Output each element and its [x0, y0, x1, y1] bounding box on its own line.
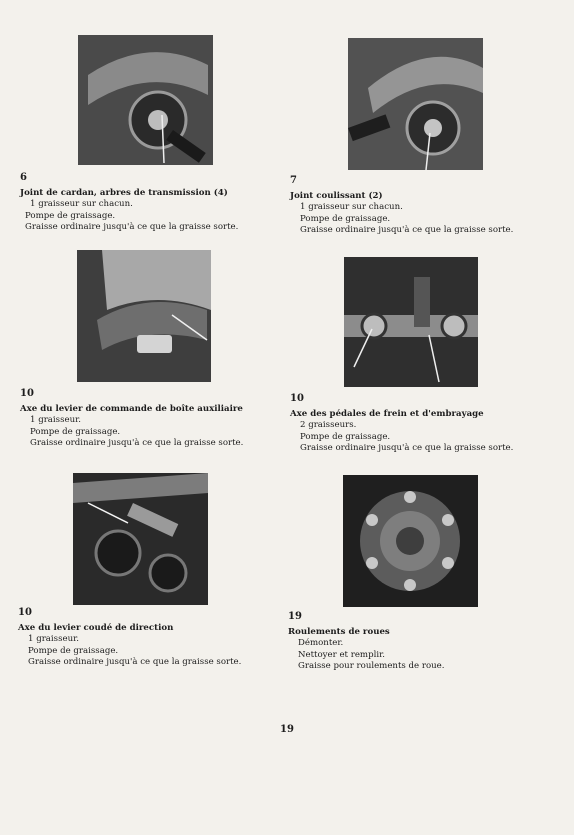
entry-number: 19 [288, 611, 302, 622]
entry-line: Nettoyer et remplir. [298, 649, 385, 660]
photo-aux-gearbox-lever-graphic [77, 250, 211, 382]
entry-title: Joint coulissant (2) [290, 191, 383, 202]
entry-line: Pompe de graissage. [25, 210, 116, 221]
entry-line: Pompe de graissage. [28, 645, 119, 656]
entry-line: Graisse ordinaire jusqu'à ce que la graisse sorte. [300, 442, 514, 453]
photo-wheel-bearings-graphic [343, 475, 478, 607]
entry-number: 10 [20, 388, 34, 399]
entry-line: 1 graisseur sur chacun. [30, 199, 133, 210]
entry-line: 2 graisseurs. [300, 420, 357, 431]
entry-line: 1 graisseur. [28, 634, 80, 645]
photo-pedal-axle-graphic [344, 257, 478, 387]
entry-line: Graisse ordinaire jusqu'à ce que la graisse sorte. [300, 224, 514, 235]
entry-cardan-joint [20, 172, 270, 233]
entry-line: Graisse ordinaire jusqu'à ce que la graisse sorte. [25, 221, 239, 232]
entry-title: Joint de cardan, arbres de transmission (4) [20, 188, 228, 199]
photo-wheel-bearings [343, 475, 478, 607]
photo-steering-bellcrank [73, 473, 208, 605]
photo-steering-bellcrank-graphic [73, 473, 208, 605]
photo-cardan-joint-graphic [78, 35, 213, 165]
entry-line: Démonter. [298, 638, 344, 649]
entry-number: 10 [290, 393, 304, 404]
entry-title: Roulements de roues [288, 627, 390, 638]
entry-line: Pompe de graissage. [30, 426, 121, 437]
entry-slip-joint [290, 175, 550, 236]
photo-slip-joint-graphic [348, 38, 483, 170]
entry-line: Graisse pour roulements de roue. [298, 660, 445, 671]
photo-slip-joint [348, 38, 483, 170]
entry-number: 10 [18, 607, 32, 618]
entry-line: 1 graisseur. [30, 415, 82, 426]
entry-title: Axe du levier coudé de direction [18, 623, 174, 634]
entry-line: Graisse ordinaire jusqu'à ce que la graisse sorte. [28, 656, 242, 667]
entry-number: 7 [290, 175, 297, 186]
entry-line: Pompe de graissage. [300, 431, 391, 442]
page-number: 19 [280, 724, 294, 735]
entry-number: 6 [20, 172, 27, 183]
entry-title: Axe du levier de commande de boîte auxiliaire [20, 404, 243, 415]
entry-line: 1 graisseur sur chacun. [300, 202, 403, 213]
entry-aux-gearbox-lever [20, 388, 280, 449]
entry-title: Axe des pédales de frein et d'embrayage [290, 409, 484, 420]
entry-pedal-axle [290, 393, 560, 454]
entry-steering-bellcrank [18, 607, 278, 668]
entry-line: Graisse ordinaire jusqu'à ce que la graisse sorte. [30, 437, 244, 448]
photo-pedal-axle [344, 257, 478, 387]
photo-aux-gearbox-lever [77, 250, 211, 382]
entry-line: Pompe de graissage. [300, 213, 391, 224]
photo-cardan-joint [78, 35, 213, 165]
entry-wheel-bearings [288, 611, 548, 672]
